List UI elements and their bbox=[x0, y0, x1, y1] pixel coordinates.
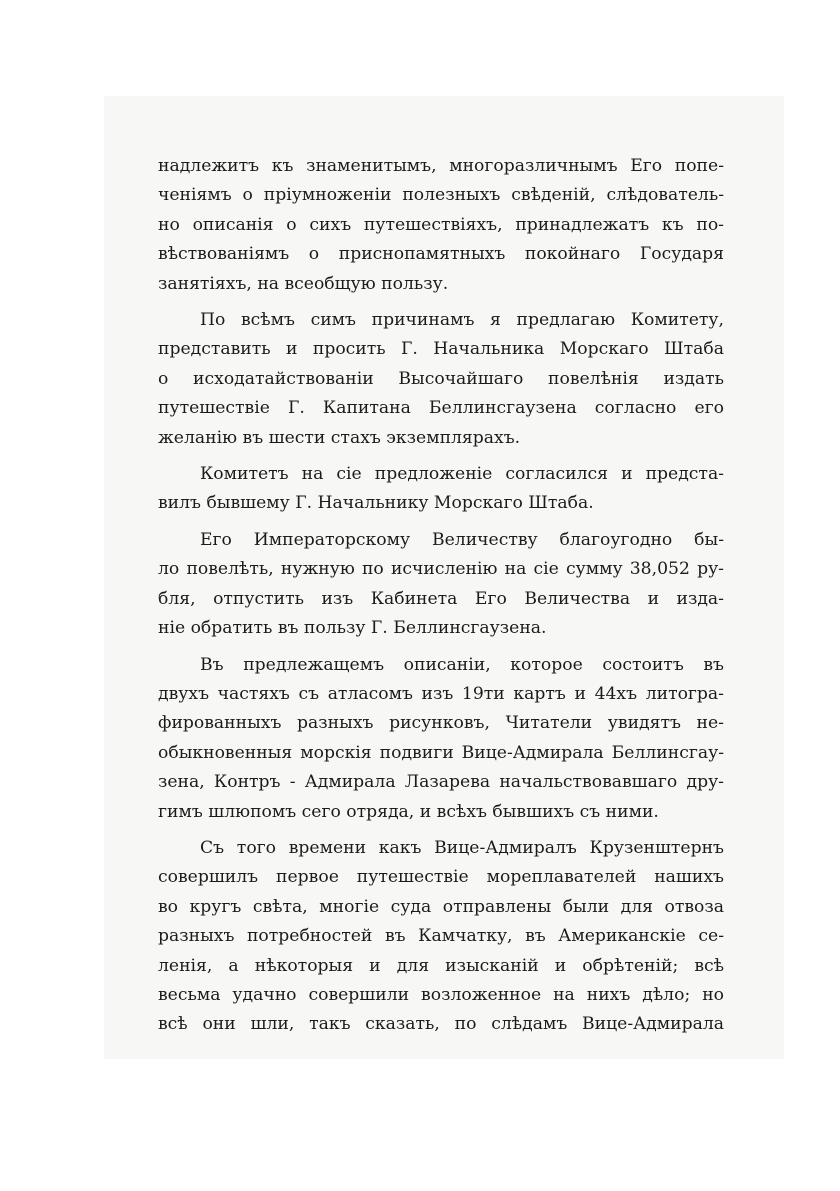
text-line: совершилъ первое путешествіе мореплавателей нашихъ bbox=[158, 867, 724, 888]
text-line: фированныхъ разныхъ рисунковъ, Читатели увидятъ не- bbox=[158, 713, 724, 734]
text-line: желанію въ шести стахъ экземплярахъ. bbox=[158, 427, 521, 448]
paragraph bbox=[158, 526, 724, 644]
text-line: разныхъ потребностей въ Камчатку, въ Американскіе се- bbox=[158, 926, 724, 947]
text-line: обыкновенныя морскія подвиги Вице-Адмирала Беллинсгау- bbox=[158, 742, 724, 763]
text-line: Комитетъ на сіе предложеніе согласился и предста- bbox=[200, 464, 724, 485]
text-line: вѣствованіямъ о приснопамятныхъ покойнаго Государя bbox=[158, 244, 724, 265]
paragraph bbox=[158, 306, 724, 453]
text-line: По всѣмъ симъ причинамъ я предлагаю Комитету, bbox=[200, 310, 724, 331]
text-line: во кругъ свѣта, многіе суда отправлены были для отвоза bbox=[158, 896, 724, 917]
text-line: Его Императорскому Величеству благоугодно бы- bbox=[200, 529, 724, 550]
text-line: Съ того времени какъ Вице-Адмиралъ Крузенштернъ bbox=[200, 837, 724, 858]
paragraph bbox=[158, 834, 724, 1040]
text-line: зена, Контръ - Адмирала Лазарева начальствовавшаго дру- bbox=[158, 772, 724, 793]
text-line: ло повелѣть, нужную по исчисленію на сіе сумму 38,052 ру- bbox=[158, 559, 724, 580]
text-line: вилъ бывшему Г. Начальнику Морскаго Штаба. bbox=[158, 493, 594, 514]
text-line: ленія, а нѣкоторыя и для изысканій и обрѣтеній; всѣ bbox=[158, 955, 724, 976]
text-line: о исходатайствованіи Высочайшаго повелѣнія издать bbox=[158, 368, 724, 389]
text-line: всѣ они шли, такъ сказать, по слѣдамъ Вице-Адмирала bbox=[158, 1014, 724, 1035]
text-line: бля, отпустить изъ Кабинета Его Величества и изда- bbox=[158, 588, 724, 609]
text-line: занятіяхъ, на всеобщую пользу. bbox=[158, 273, 449, 294]
text-line: гимъ шлюпомъ сего отряда, и всѣхъ бывшихъ съ ними. bbox=[158, 801, 659, 822]
text-line: ченіямъ о пріумноженіи полезныхъ свѣденій, слѣдователь- bbox=[158, 185, 724, 206]
body-text bbox=[158, 152, 724, 1040]
text-line: надлежитъ къ знаменитымъ, многоразличнымъ Его попе- bbox=[158, 156, 724, 176]
text-line: представить и просить Г. Начальника Морскаго Штаба bbox=[158, 339, 724, 360]
paragraph bbox=[158, 152, 724, 299]
paragraph bbox=[158, 651, 724, 827]
paragraph bbox=[158, 460, 724, 519]
text-line: путешествіе Г. Капитана Беллинсгаузена согласно его bbox=[158, 398, 724, 419]
text-line: двухъ частяхъ съ атласомъ изъ 19ти картъ и 44хъ литогра- bbox=[158, 683, 724, 704]
text-line: весьма удачно совершили возложенное на нихъ дѣло; но bbox=[158, 984, 724, 1005]
text-line: ніе обратить въ пользу Г. Беллинсгаузена. bbox=[158, 618, 547, 639]
text-line: Въ предлежащемъ описаніи, которое состоитъ въ bbox=[200, 654, 724, 675]
text-line: но описанія о сихъ путешествіяхъ, принадлежатъ къ по- bbox=[158, 214, 724, 235]
